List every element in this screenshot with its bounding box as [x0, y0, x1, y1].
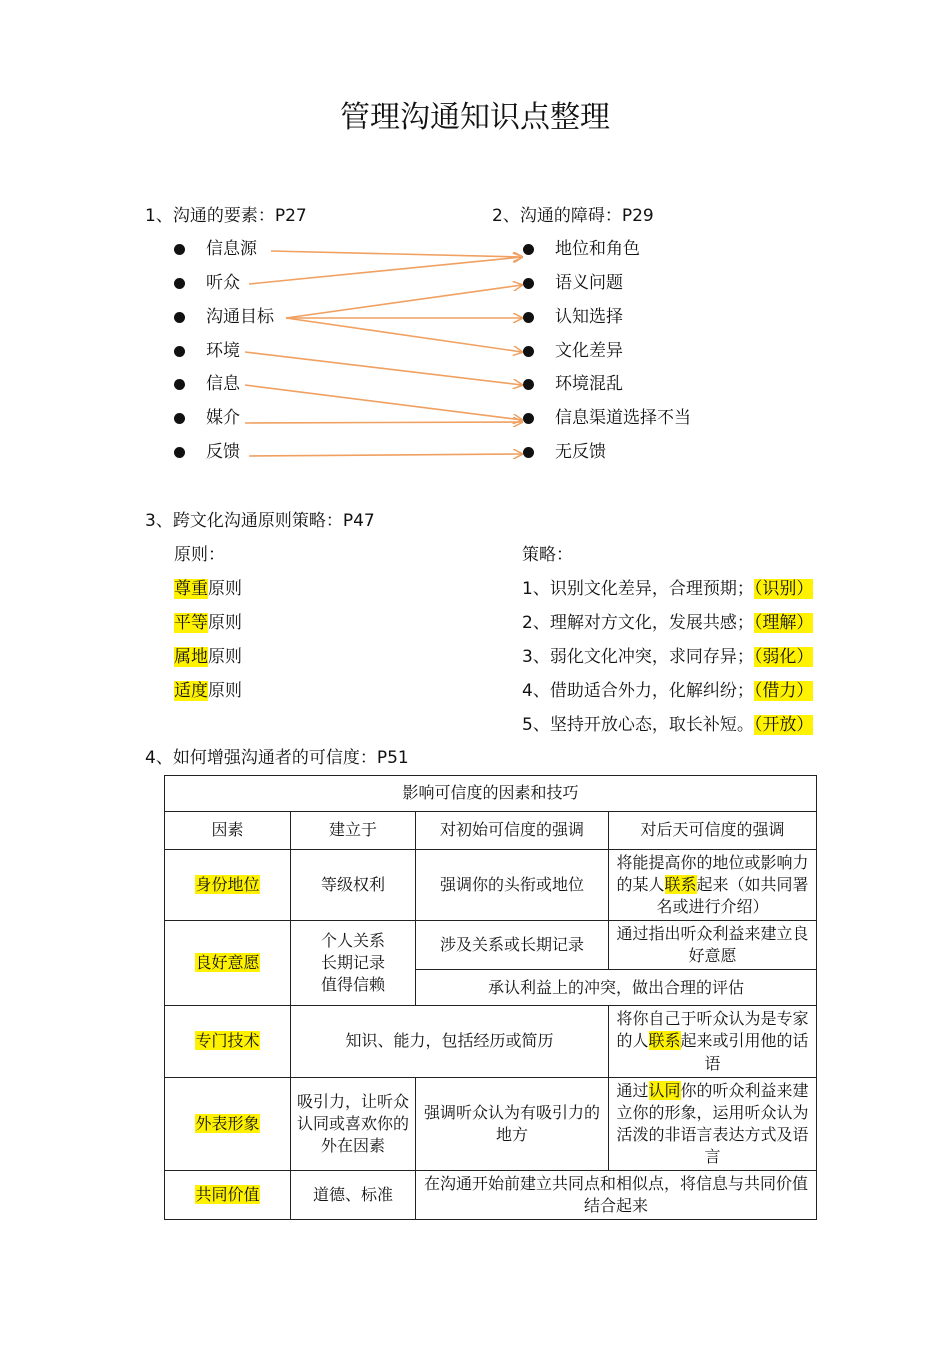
list-item: 沟通目标	[206, 307, 274, 327]
list-item: 地位和角色	[555, 239, 640, 259]
table-row	[165, 850, 817, 921]
strategy-item: 5、坚持开放心态，取长补短。（开放）	[522, 715, 814, 735]
table-row	[165, 1170, 817, 1219]
strategy-item: 4、借助适合外力，化解纠纷；（借力）	[522, 681, 814, 701]
factor-label: 专门技术	[195, 1031, 260, 1051]
table-cell: 知识、能力，包括经历或简历	[291, 1006, 609, 1077]
table-cell	[165, 921, 291, 1006]
table-row	[165, 1077, 817, 1170]
strategy-tag: （理解）	[753, 613, 814, 633]
strategy-tag: （识别）	[753, 579, 814, 599]
strategy-tag: （开放）	[753, 715, 814, 735]
arrow-line	[286, 318, 522, 352]
table-cell	[165, 850, 291, 921]
highlighted-term: 尊重	[174, 579, 208, 599]
column-header: 因素	[165, 812, 291, 850]
highlighted-term: 平等	[174, 613, 208, 633]
column-header: 建立于	[291, 812, 416, 850]
table-cell: 通过认同你的听众利益来建立你的形象，运用听众认为活泼的非语言表达方式及语言	[609, 1077, 817, 1170]
strategy-tag: （弱化）	[753, 647, 814, 667]
factor-label: 身份地位	[195, 875, 260, 895]
arrow-line	[249, 454, 522, 456]
strategy-item: 2、理解对方文化，发展共感；（理解）	[522, 613, 814, 633]
strategies-label: 策略：	[522, 545, 573, 565]
list-item: 信息渠道选择不当	[555, 408, 691, 428]
list-item: 文化差异	[555, 341, 623, 361]
list-item: 语义问题	[555, 273, 623, 293]
table-cell: 将能提高你的地位或影响力的某人联系起来（如共同署名或进行介绍）	[609, 850, 817, 921]
principles-label: 原则：	[174, 545, 225, 565]
arrow-line	[245, 385, 522, 420]
strategy-item: 3、弱化文化冲突，求同存异；（弱化）	[522, 647, 814, 667]
table-header-row	[165, 812, 817, 850]
list-item: 信息源	[206, 239, 257, 259]
table-cell: 吸引力，让听众认同或喜欢你的外在因素	[291, 1077, 416, 1170]
section2-heading: 2、沟通的障碍：P29	[492, 206, 654, 226]
list-item: 认知选择	[555, 307, 623, 327]
page-title: 管理沟通知识点整理	[340, 100, 610, 135]
arrow-line	[271, 251, 522, 257]
table-cell	[165, 1077, 291, 1170]
highlighted-term: 认同	[648, 1080, 681, 1100]
table-cell: 道德、标准	[291, 1170, 416, 1219]
arrow-line	[245, 352, 522, 385]
table-cell: 强调听众认为有吸引力的地方	[416, 1077, 609, 1170]
section1-heading: 1、沟通的要素：P27	[145, 206, 307, 226]
table-cell: 承认利益上的冲突，做出合理的评估	[416, 970, 817, 1006]
factor-label: 外表形象	[195, 1113, 260, 1133]
table-cell: 强调你的头衔或地位	[416, 850, 609, 921]
highlighted-term: 联系	[648, 1031, 681, 1051]
table-cell: 等级权利	[291, 850, 416, 921]
highlighted-term: 联系	[664, 875, 697, 895]
connection-arrows	[0, 0, 950, 500]
list-item: 听众	[206, 273, 240, 293]
table-caption-row	[165, 776, 817, 812]
column-header: 对后天可信度的强调	[609, 812, 817, 850]
list-item: 信息	[206, 374, 240, 394]
principle-item: 适度原则	[174, 681, 242, 701]
section4-heading: 4、如何增强沟通者的可信度：P51	[145, 748, 409, 768]
list-item: 环境	[206, 341, 240, 361]
table-row	[165, 1006, 817, 1077]
table-cell: 个人关系 长期记录 值得信赖	[291, 921, 416, 1006]
list-item: 反馈	[206, 442, 240, 462]
table-cell: 涉及关系或长期记录	[416, 921, 609, 970]
principle-item: 尊重原则	[174, 579, 242, 599]
arrow-line	[245, 422, 522, 423]
factor-label: 良好意愿	[195, 953, 260, 973]
principle-item: 属地原则	[174, 647, 242, 667]
highlighted-term: 属地	[174, 647, 208, 667]
table-cell	[165, 1006, 291, 1077]
highlighted-term: 适度	[174, 681, 208, 701]
principle-item: 平等原则	[174, 613, 242, 633]
table-caption: 影响可信度的因素和技巧	[165, 776, 817, 812]
column-header: 对初始可信度的强调	[416, 812, 609, 850]
section3-heading: 3、跨文化沟通原则策略：P47	[145, 511, 375, 531]
credibility-table	[164, 775, 817, 1220]
strategy-item: 1、识别文化差异，合理预期；（识别）	[522, 579, 814, 599]
arrow-line	[249, 257, 522, 284]
factor-label: 共同价值	[195, 1184, 260, 1204]
table-cell	[165, 1170, 291, 1219]
list-item: 无反馈	[555, 442, 606, 462]
table-row	[165, 921, 817, 970]
strategy-tag: （借力）	[753, 681, 814, 701]
list-item: 环境混乱	[555, 374, 623, 394]
table-cell: 在沟通开始前建立共同点和相似点，将信息与共同价值结合起来	[416, 1170, 817, 1219]
table-cell: 通过指出听众利益来建立良好意愿	[609, 921, 817, 970]
list-item: 媒介	[206, 408, 240, 428]
arrow-line	[286, 285, 522, 318]
table-cell: 将你自己于听众认为是专家的人联系起来或引用他的话语	[609, 1006, 817, 1077]
